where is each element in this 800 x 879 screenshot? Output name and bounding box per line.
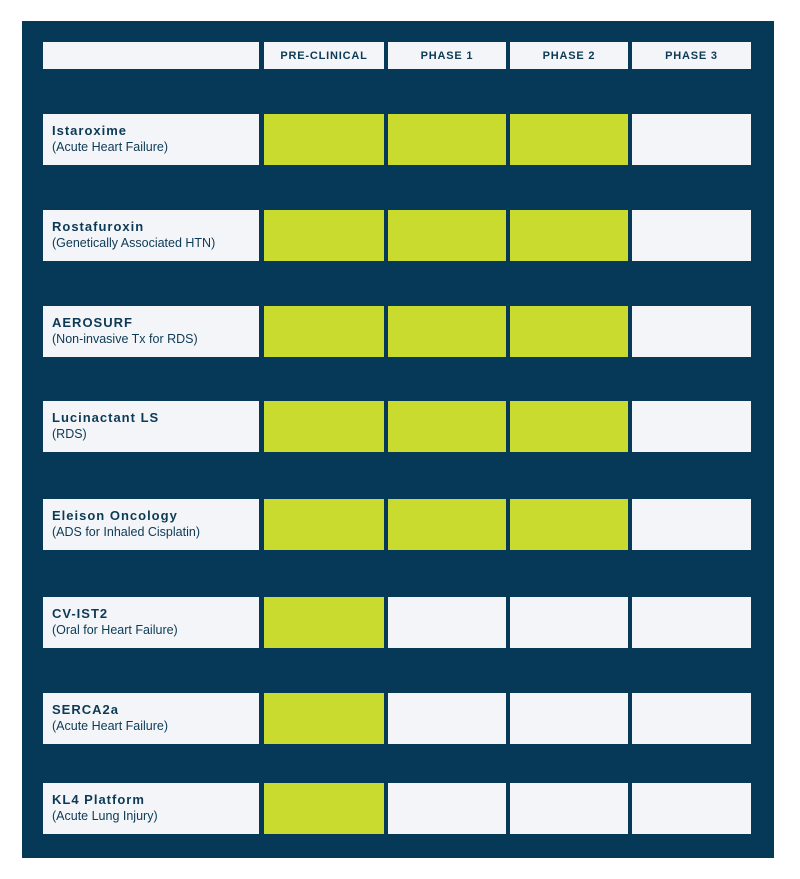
- phase-progress-bar-cell: [510, 114, 628, 165]
- phase-progress-bar-cell: [388, 499, 506, 550]
- drug-label-cell: [43, 114, 259, 165]
- drug-indication: (ADS for Inhaled Cisplatin): [52, 525, 200, 539]
- drug-label-cell: [43, 401, 259, 452]
- drug-name: Lucinactant LS: [52, 410, 160, 425]
- drug-name: Istaroxime: [52, 123, 128, 138]
- drug-label-cell: [43, 499, 259, 550]
- header-phase-1: PHASE 1: [388, 42, 506, 69]
- drug-indication: (Oral for Heart Failure): [52, 623, 178, 637]
- drug-label-cell: [43, 783, 259, 834]
- phase-progress-bar-cell: [264, 210, 384, 261]
- phase-progress-bar-cell: [388, 306, 506, 357]
- phase-empty-cell: [632, 210, 751, 261]
- phase-empty-cell: [632, 693, 751, 744]
- drug-name: SERCA2a: [52, 702, 119, 717]
- drug-name: Rostafuroxin: [52, 219, 145, 234]
- drug-indication: (RDS): [52, 427, 87, 441]
- drug-label-cell: [43, 597, 259, 648]
- phase-progress-bar-cell: [388, 401, 506, 452]
- phase-empty-cell: [632, 401, 751, 452]
- drug-indication: (Acute Heart Failure): [52, 719, 169, 733]
- phase-empty-cell: [632, 783, 751, 834]
- phase-progress-bar-cell: [264, 306, 384, 357]
- phase-progress-bar-cell: [264, 114, 384, 165]
- drug-indication: (Genetically Associated HTN): [52, 236, 216, 250]
- phase-progress-bar-cell: [510, 401, 628, 452]
- phase-empty-cell: [632, 114, 751, 165]
- drug-indication: (Non-invasive Tx for RDS): [52, 332, 198, 346]
- drug-label-cell: [43, 210, 259, 261]
- phase-progress-bar-cell: [264, 401, 384, 452]
- drug-name: Eleison Oncology: [52, 508, 178, 523]
- phase-progress-bar-cell: [264, 499, 384, 550]
- phase-empty-cell: [632, 597, 751, 648]
- header-phase-2: PHASE 2: [510, 42, 628, 69]
- phase-empty-cell: [388, 597, 506, 648]
- header-pre-clinical: PRE-CLINICAL: [264, 42, 384, 69]
- phase-progress-bar-cell: [510, 306, 628, 357]
- header-corner-cell: [43, 42, 259, 69]
- drug-indication: (Acute Heart Failure): [52, 140, 169, 154]
- phase-progress-bar-cell: [510, 210, 628, 261]
- phase-empty-cell: [388, 783, 506, 834]
- drug-name: CV-IST2: [52, 606, 109, 621]
- drug-label-cell: [43, 693, 259, 744]
- phase-empty-cell: [388, 693, 506, 744]
- phase-empty-cell: [632, 306, 751, 357]
- phase-empty-cell: [510, 693, 628, 744]
- drug-indication: (Acute Lung Injury): [52, 809, 158, 823]
- phase-progress-bar-cell: [388, 210, 506, 261]
- phase-progress-bar-cell: [264, 693, 384, 744]
- phase-empty-cell: [632, 499, 751, 550]
- drug-name: KL4 Platform: [52, 792, 145, 807]
- phase-progress-bar-cell: [264, 597, 384, 648]
- phase-empty-cell: [510, 783, 628, 834]
- drug-label-cell: [43, 306, 259, 357]
- phase-progress-bar-cell: [264, 783, 384, 834]
- phase-progress-bar-cell: [388, 114, 506, 165]
- phase-progress-bar-cell: [510, 499, 628, 550]
- drug-name: AEROSURF: [52, 315, 133, 330]
- phase-empty-cell: [510, 597, 628, 648]
- header-phase-3: PHASE 3: [632, 42, 751, 69]
